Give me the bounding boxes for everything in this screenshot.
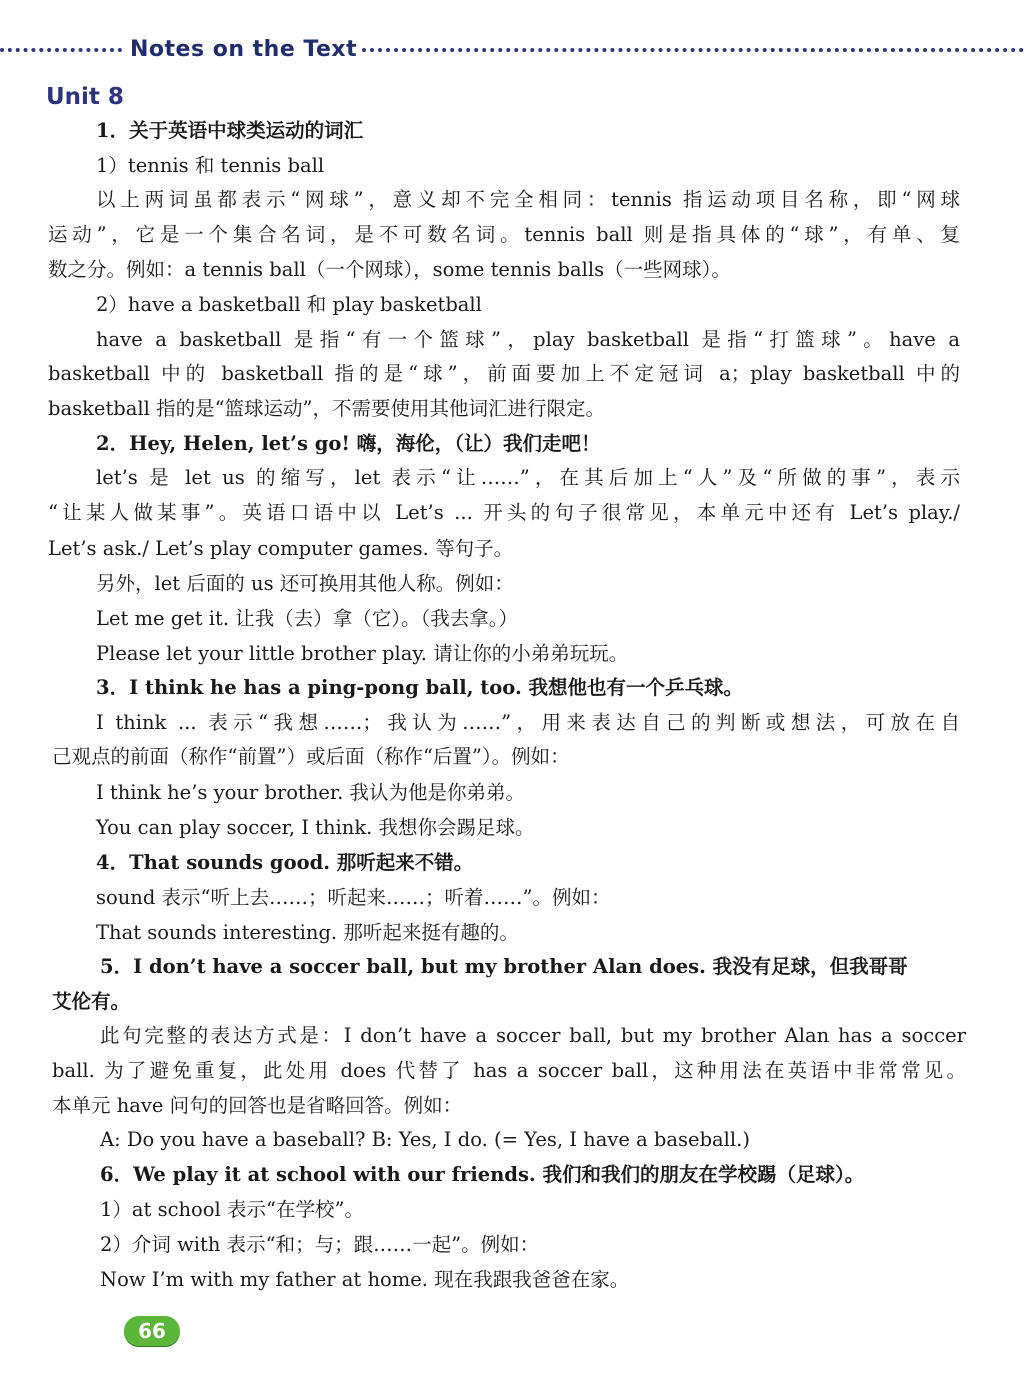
subheading: 1）at school 表示“在学校”。 [100, 1198, 364, 1221]
example-sentence: Let me get it. 让我（去）拿（它）。（我去拿。） [96, 607, 519, 630]
paragraph-line: 另外，let 后面的 us 还可换用其他人称。例如： [96, 572, 514, 595]
header-dots-right [362, 48, 1024, 52]
example-sentence: A: Do you have a baseball? B: Yes, I do. (= Yes, I have a baseball.) [100, 1128, 750, 1151]
paragraph-line: “让某人做某事”。英语口语中以 Let’s ... 开头的句子很常见，本单元中还有 Let’s play./ [48, 501, 960, 524]
section-heading: 艾伦有。 [52, 990, 131, 1013]
example-sentence: You can play soccer, I think. 我想你会踢足球。 [96, 816, 535, 839]
paragraph-line: 运动”，它是一个集合名词，是不可数名词。tennis ball 则是指具体的“球”，有单、复 [48, 223, 960, 246]
example-sentence: Now I’m with my father at home. 现在我跟我爸爸在家。 [100, 1268, 630, 1291]
paragraph-line: 己观点的前面（称作“前置”）或后面（称作“后置”）。例如： [52, 745, 570, 768]
section-heading: 4．That sounds good. 那听起来不错。 [96, 851, 474, 874]
running-header [0, 34, 1024, 66]
paragraph-line: let’s 是 let us 的缩写，let 表示“让……”，在其后加上“人”及“所做的事”，表示 [96, 466, 960, 489]
header-dots-left [0, 48, 122, 52]
page-number-badge: 66 [124, 1316, 180, 1346]
section-heading: 3．I think he has a ping-pong ball, too. 我想他也有一个乒乓球。 [96, 676, 744, 699]
paragraph-line: 此句完整的表达方式是：I don’t have a soccer ball, but my brother Alan has a soccer [100, 1024, 966, 1047]
paragraph-line: I think ... 表示“我想……；我认为……”，用来表达自己的判断或想法，可放在自 [96, 711, 960, 734]
paragraph-line: have a basketball 是指“有一个篮球”，play basketball 是指“打篮球”。have a [96, 328, 960, 351]
subheading: 2）介词 with 表示“和；与；跟……一起”。例如： [100, 1233, 540, 1256]
unit-title: Unit 8 [46, 84, 124, 110]
subheading: 2）have a basketball 和 play basketball [96, 293, 482, 316]
header-title: Notes on the Text [130, 37, 358, 62]
section-heading: 6．We play it at school with our friends. 我们和我们的朋友在学校踢（足球）。 [100, 1163, 865, 1186]
paragraph-line: sound 表示“听上去……；听起来……；听着……”。例如： [96, 886, 611, 909]
subheading: 1）tennis 和 tennis ball [96, 154, 325, 177]
example-sentence: Please let your little brother play. 请让你的小弟弟玩玩。 [96, 642, 629, 665]
paragraph-line: basketball 中的 basketball 指的是“球”，前面要加上不定冠词 a；play basketball 中的 [48, 362, 960, 385]
section-heading: 5．I don’t have a soccer ball, but my brother Alan does. 我没有足球，但我哥哥 [100, 955, 908, 978]
paragraph-line: 本单元 have 问句的回答也是省略回答。例如： [52, 1094, 463, 1117]
paragraph-line: 以上两词虽都表示“网球”，意义却不完全相同：tennis 指运动项目名称，即“网球 [96, 188, 960, 211]
paragraph-line: 数之分。例如：a tennis ball（一个网球），some tennis balls（一些网球）。 [48, 258, 731, 281]
section-heading: 2．Hey, Helen, let’s go! 嗨，海伦，（让）我们走吧！ [96, 432, 601, 455]
paragraph-line: basketball 指的是“篮球运动”，不需要使用其他词汇进行限定。 [48, 397, 606, 420]
paragraph-line: ball. 为了避免重复，此处用 does 代替了 has a soccer ball，这种用法在英语中非常常见。 [52, 1059, 966, 1082]
example-sentence: That sounds interesting. 那听起来挺有趣的。 [96, 921, 519, 944]
section-heading: 1．关于英语中球类运动的词汇 [96, 119, 364, 142]
paragraph-line: Let’s ask./ Let’s play computer games. 等句子。 [48, 537, 514, 560]
example-sentence: I think he’s your brother. 我认为他是你弟弟。 [96, 781, 526, 804]
